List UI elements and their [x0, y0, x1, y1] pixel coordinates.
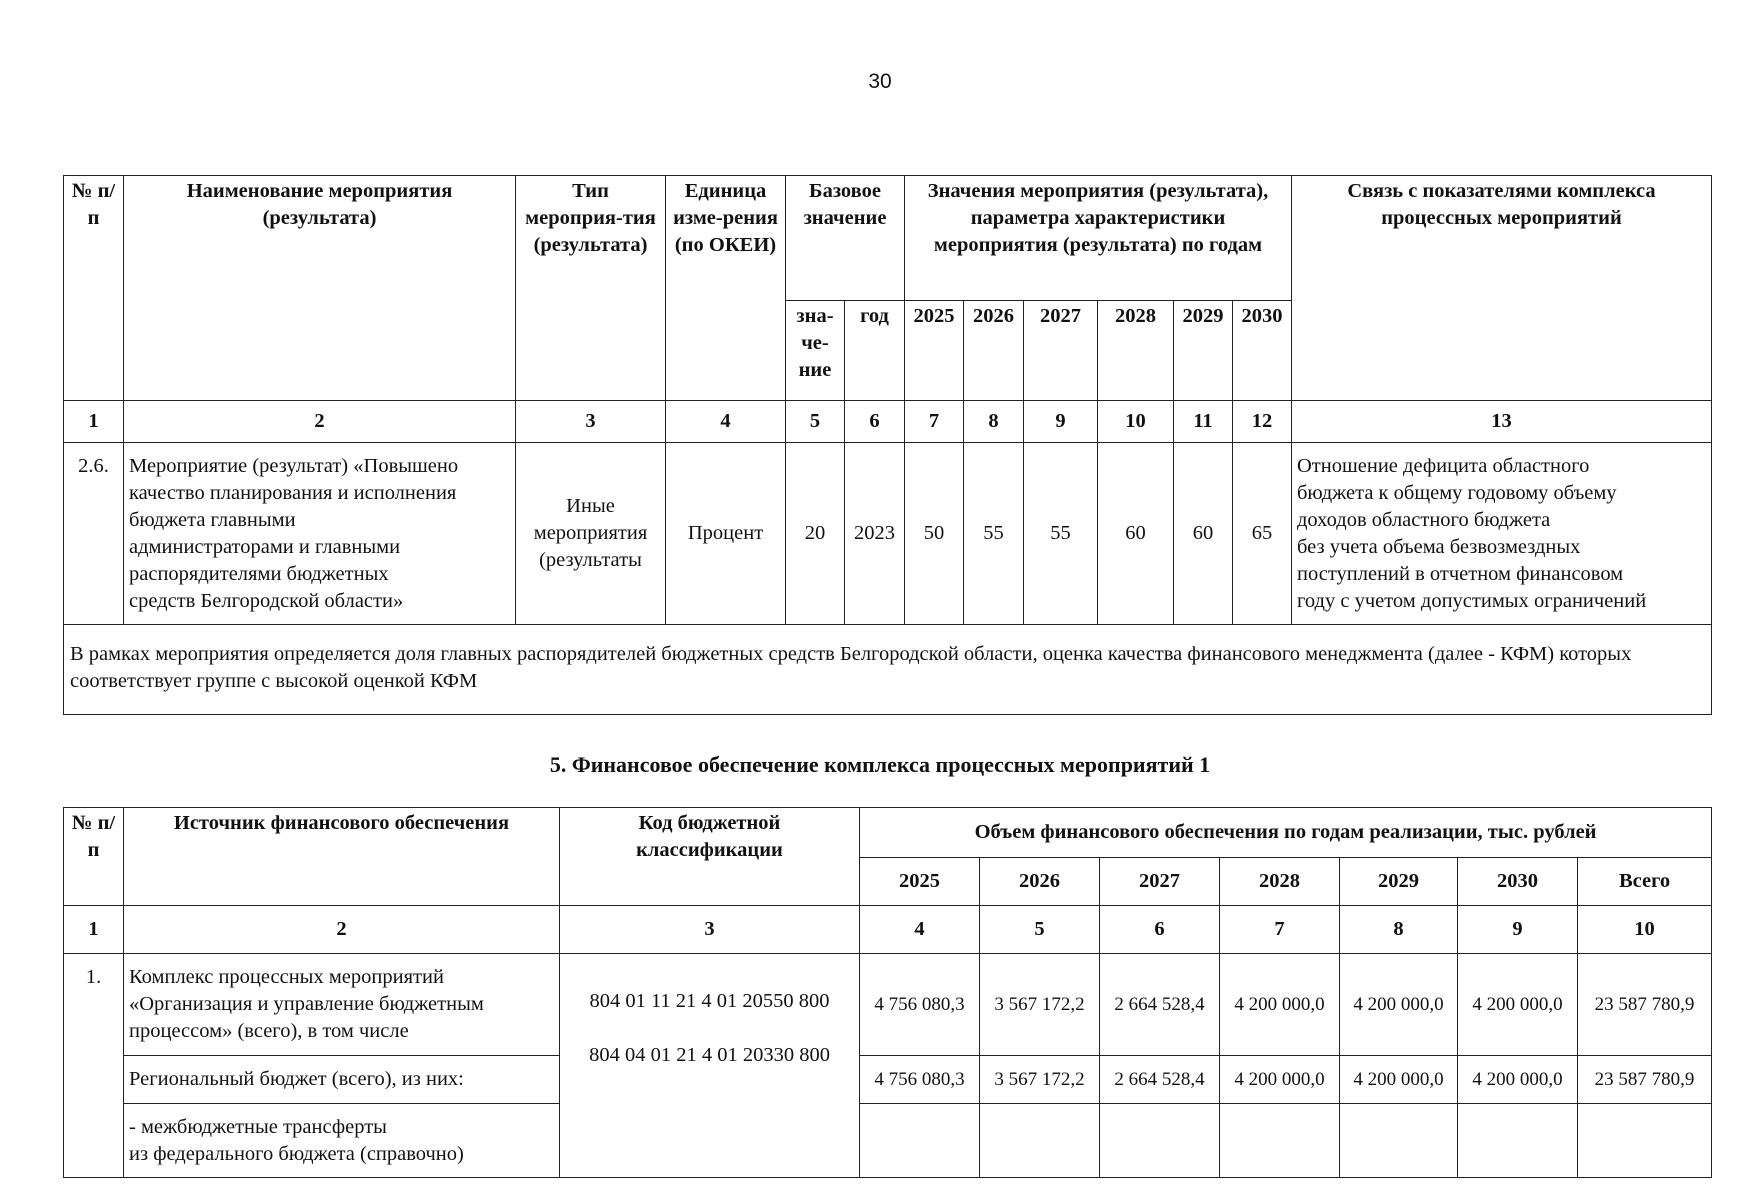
column-number: 12 — [1233, 401, 1292, 443]
header-num: № п/п — [64, 176, 124, 401]
table-row — [64, 1056, 1712, 1104]
header-base-year: год — [845, 301, 905, 401]
amount — [1458, 1104, 1578, 1178]
indicator-link-line: году с учетом допустимых ограничений — [1297, 590, 1647, 612]
funding-source — [124, 1104, 560, 1178]
column-number: 10 — [1098, 401, 1174, 443]
header-source: Источник финансового обеспечения — [124, 808, 560, 906]
funding-source-line: - межбюджетные трансферты — [129, 1116, 387, 1138]
funding-source-line: «Организация и управление бюджетным — [129, 993, 484, 1015]
header-num: № п/п — [64, 808, 124, 906]
activity-note: В рамках мероприятия определяется доля главных распорядителей бюджетных средств Белгородской области, оценка качества финансового менеджмента (далее - КФМ) которых соответствует группе с высокой оценкой КФМ — [64, 625, 1712, 715]
indicator-link-line: доходов областного бюджета — [1297, 509, 1551, 531]
column-number: 10 — [1578, 906, 1712, 954]
amount: 4 200 000,0 — [1220, 1056, 1340, 1104]
amount: 4 200 000,0 — [1458, 1056, 1578, 1104]
column-number: 1 — [64, 906, 124, 954]
amount — [860, 1104, 980, 1178]
base-value: 20 — [786, 443, 845, 625]
header-link: Связь с показателями комплекса процессных мероприятий — [1292, 176, 1712, 401]
column-number: 9 — [1024, 401, 1098, 443]
column-number-row — [64, 906, 1712, 954]
header-total: Всего — [1578, 858, 1712, 906]
funding-source-line: из федерального бюджета (справочно) — [129, 1143, 464, 1165]
column-number: 4 — [666, 401, 786, 443]
table-row — [64, 443, 1712, 625]
column-number: 4 — [860, 906, 980, 954]
column-number: 8 — [1340, 906, 1458, 954]
amount: 4 200 000,0 — [1340, 954, 1458, 1056]
column-number: 7 — [1220, 906, 1340, 954]
indicator-link-line: без учета объема безвозмездных — [1297, 536, 1581, 558]
table-row — [64, 954, 1712, 1056]
amount-total: 23 587 780,9 — [1578, 954, 1712, 1056]
funding-source — [124, 954, 560, 1056]
table-row — [64, 1104, 1712, 1178]
row-num: 1. — [64, 954, 124, 1178]
header-year: 2029 — [1174, 301, 1233, 401]
year-value: 60 — [1098, 443, 1174, 625]
amount — [980, 1104, 1100, 1178]
column-number: 1 — [64, 401, 124, 443]
amount: 2 664 528,4 — [1100, 1056, 1220, 1104]
year-value: 55 — [964, 443, 1024, 625]
year-value: 65 — [1233, 443, 1292, 625]
activity-name-line: распорядителями бюджетных — [129, 563, 389, 585]
amount: 3 567 172,2 — [980, 954, 1100, 1056]
year-value: 60 — [1174, 443, 1233, 625]
header-code: Код бюджетной классификации — [560, 808, 860, 906]
header-name: Наименование мероприятия (результата) — [124, 176, 516, 401]
financing-table — [63, 807, 1712, 1178]
header-year: 2026 — [964, 301, 1024, 401]
amount: 4 200 000,0 — [1220, 954, 1340, 1056]
header-type: Тип мероприя-тия (результата) — [516, 176, 666, 401]
note-row — [64, 625, 1712, 715]
indicator-link-line: Отношение дефицита областного — [1297, 455, 1590, 477]
activity-type-line: (результаты — [539, 549, 642, 571]
amount-total: 23 587 780,9 — [1578, 1056, 1712, 1104]
activity-name-line: бюджета главными — [129, 509, 296, 531]
row-num: 2.6. — [64, 443, 124, 625]
header-base: Базовое значение — [786, 176, 905, 301]
column-number-row — [64, 401, 1712, 443]
header-year: 2030 — [1458, 858, 1578, 906]
funding-source-line: Комплекс процессных мероприятий — [129, 966, 444, 988]
amount: 3 567 172,2 — [980, 1056, 1100, 1104]
header-year: 2030 — [1233, 301, 1292, 401]
activity-type — [516, 443, 666, 625]
header-year: 2028 — [1098, 301, 1174, 401]
activities-table — [63, 175, 1712, 715]
header-year: 2027 — [1024, 301, 1098, 401]
budget-code: 804 04 01 21 4 01 20330 800 — [589, 1044, 830, 1066]
amount — [1340, 1104, 1458, 1178]
header-volume: Объем финансового обеспечения по годам реализации, тыс. рублей — [860, 808, 1712, 858]
activity-name-line: администраторами и главными — [129, 536, 401, 558]
activity-name-line: средств Белгородской области» — [129, 590, 404, 612]
amount — [1220, 1104, 1340, 1178]
funding-source: Региональный бюджет (всего), из них: — [124, 1056, 560, 1104]
activity-name-line: качество планирования и исполнения — [129, 482, 457, 504]
budget-codes — [560, 954, 860, 1178]
header-year: 2025 — [905, 301, 964, 401]
column-number: 2 — [124, 401, 516, 443]
indicator-link-line: поступлений в отчетном финансовом — [1297, 563, 1624, 585]
year-value: 50 — [905, 443, 964, 625]
budget-code: 804 01 11 21 4 01 20550 800 — [589, 990, 830, 1012]
amount: 2 664 528,4 — [1100, 954, 1220, 1056]
column-number: 13 — [1292, 401, 1712, 443]
column-number: 7 — [905, 401, 964, 443]
header-year: 2025 — [860, 858, 980, 906]
header-year: 2029 — [1340, 858, 1458, 906]
indicator-link-line: бюджета к общему годовому объему — [1297, 482, 1617, 504]
activity-name-line: Мероприятие (результат) «Повышено — [129, 455, 459, 477]
activity-name — [124, 443, 516, 625]
header-year: 2026 — [980, 858, 1100, 906]
amount: 4 756 080,3 — [860, 954, 980, 1056]
column-number: 5 — [980, 906, 1100, 954]
base-year: 2023 — [845, 443, 905, 625]
amount — [1100, 1104, 1220, 1178]
header-base-value: зна-че-ние — [786, 301, 845, 401]
page-number: 30 — [868, 70, 892, 93]
year-value: 55 — [1024, 443, 1098, 625]
section-title: 5. Финансовое обеспечение комплекса процессных мероприятий 1 — [549, 752, 1211, 777]
amount: 4 756 080,3 — [860, 1056, 980, 1104]
amount: 4 200 000,0 — [1340, 1056, 1458, 1104]
header-year: 2028 — [1220, 858, 1340, 906]
header-unit: Единица изме-рения (по ОКЕИ) — [666, 176, 786, 401]
column-number: 3 — [516, 401, 666, 443]
column-number: 2 — [124, 906, 560, 954]
activity-type-line: Иные — [566, 495, 615, 517]
column-number: 6 — [845, 401, 905, 443]
funding-source-line: процессом» (всего), в том числе — [129, 1020, 409, 1042]
amount: 4 200 000,0 — [1458, 954, 1578, 1056]
column-number: 3 — [560, 906, 860, 954]
amount-total — [1578, 1104, 1712, 1178]
header-values: Значения мероприятия (результата), параметра характеристики мероприятия (результата) по годам — [905, 176, 1292, 301]
column-number: 6 — [1100, 906, 1220, 954]
column-number: 5 — [786, 401, 845, 443]
header-year: 2027 — [1100, 858, 1220, 906]
column-number: 9 — [1458, 906, 1578, 954]
column-number: 11 — [1174, 401, 1233, 443]
activity-type-line: мероприятия — [533, 522, 648, 544]
column-number: 8 — [964, 401, 1024, 443]
indicator-link — [1292, 443, 1712, 625]
unit: Процент — [666, 443, 786, 625]
